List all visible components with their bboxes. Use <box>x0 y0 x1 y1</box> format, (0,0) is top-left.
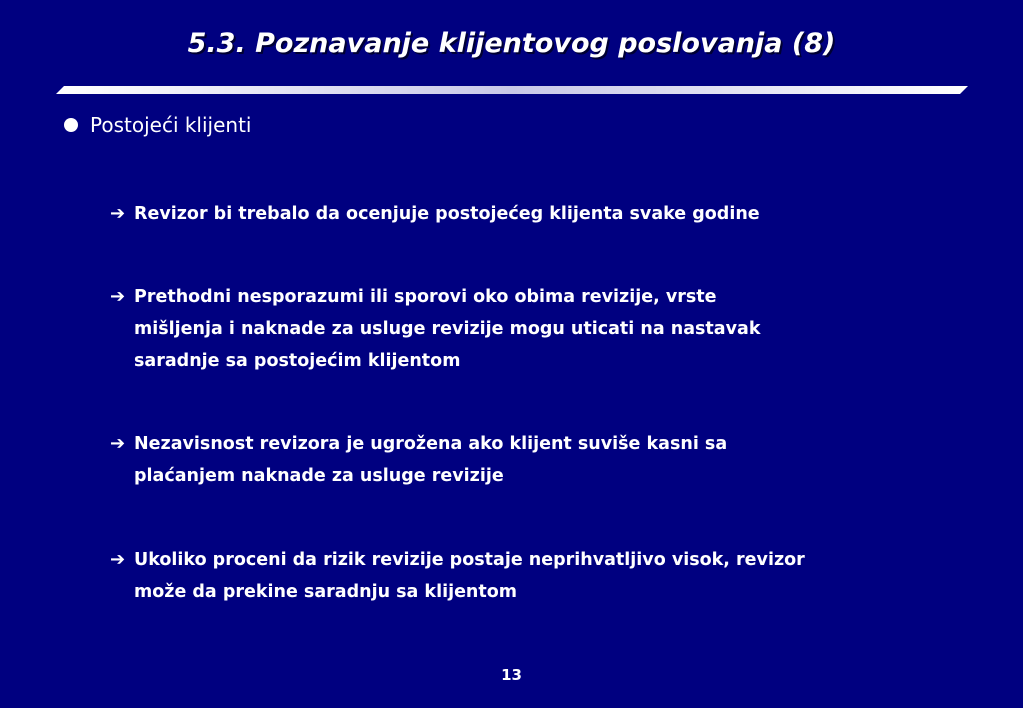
slide-title: 5.3. Poznavanje klijentovog poslovanja (8) <box>187 28 836 59</box>
sub-bullet-text: Ukoliko proceni da rizik revizije postaje neprihvatljivo visok, revizor može da prekine saradnju sa klijentom <box>134 550 805 602</box>
main-bullet <box>64 113 251 137</box>
sub-bullet <box>110 544 960 608</box>
arrow-right-icon: ➔ <box>110 203 126 224</box>
arrow-right-icon: ➔ <box>110 286 126 307</box>
main-bullet-text: Postojeći klijenti <box>90 113 252 137</box>
arrow-right-icon: ➔ <box>110 433 126 454</box>
sub-bullet-text: Prethodni nesporazumi ili sporovi oko obima revizije, vrste mišljenja i naknade za usluge revizije mogu uticati na nastavak saradnje sa postojećim klijentom <box>134 287 761 371</box>
sub-bullet-text: Nezavisnost revizora je ugrožena ako klijent suviše kasni sa plaćanjem naknade za usluge revizije <box>134 434 728 486</box>
page-number: 13 <box>501 666 522 684</box>
title-divider <box>56 86 968 94</box>
arrow-right-icon: ➔ <box>110 549 126 570</box>
sub-bullet <box>110 281 960 377</box>
sub-bullet <box>110 428 960 492</box>
bullet-dot-icon <box>64 118 78 132</box>
sub-bullet <box>110 198 960 230</box>
sub-bullet-text: Revizor bi trebalo da ocenjuje postojećeg klijenta svake godine <box>134 204 760 224</box>
